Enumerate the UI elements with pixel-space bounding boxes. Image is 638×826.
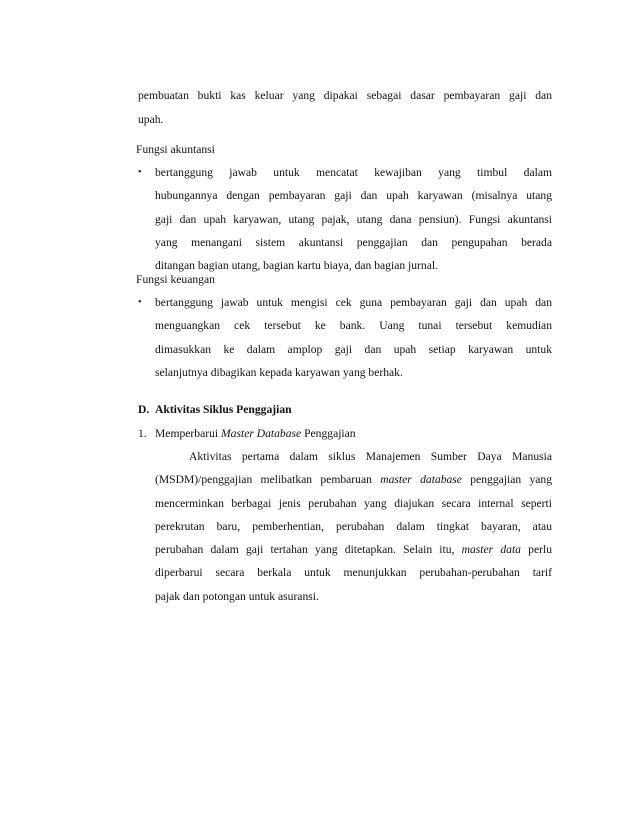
fungsi-keuangan-heading: Fungsi keuangan (136, 273, 215, 286)
text-line: pajak dan potongan untuk asuransi. (155, 589, 319, 603)
section-d-heading (138, 398, 292, 421)
text-segment: perubahan dalam gaji tertahan yang ditetapkan. Selain itu, (155, 543, 462, 557)
text-line: gaji dan upah karyawan, utang pajak, utang dana pensiun). Fungsi akuntansi (155, 212, 552, 226)
item-title-pre: Memperbarui (155, 427, 221, 440)
text-line: ditangan bagian utang, bagian kartu biaya, dan bagian jurnal. (155, 259, 438, 273)
text-line: bertanggung jawab untuk mengisi cek guna pembayaran gaji dan upah dan (155, 296, 552, 309)
intro-paragraph (138, 84, 552, 107)
text-line: mencerminkan berbagai jenis perubahan yang diajukan secara internal seperti (155, 496, 552, 510)
text-line: bertanggung jawab untuk mencatat kewajiban yang timbul dalam (155, 166, 552, 179)
text-line: perekrutan baru, pemberhentian, perubahan dalam tingkat bayaran, atau (155, 519, 552, 533)
text-segment: penggajian yang (461, 473, 552, 487)
item-title-post: Penggajian (301, 427, 356, 440)
intro-paragraph-end (138, 108, 552, 131)
bullet-icon: • (138, 167, 142, 178)
text-segment: (MSDM)/penggajian melibatkan pembaruan (155, 473, 381, 487)
text-segment: perlu (520, 543, 552, 557)
text-line: menguangkan cek tersebut ke bank. Uang tunai tersebut kemudian (155, 319, 552, 333)
item-title-italic: Master Database (221, 427, 302, 440)
fungsi-keuangan-text (155, 291, 552, 384)
text-line: dimasukkan ke dalam amplop gaji dan upah setiap karyawan untuk (155, 342, 552, 356)
section-label: D. (138, 403, 150, 416)
text-line (155, 538, 552, 561)
item-1-paragraph (155, 445, 552, 608)
item-1-heading (138, 422, 356, 445)
text-line: Aktivitas pertama dalam siklus Manajemen Sumber Daya Manusia (189, 450, 552, 463)
text-line (155, 468, 552, 491)
text-line: selanjutnya dibagikan kepada karyawan yang berhak. (155, 365, 403, 379)
fungsi-akuntansi-text (155, 161, 552, 277)
text-line: hubungannya dengan pembayaran gaji dan upah karyawan (misalnya utang (155, 189, 552, 203)
text-segment-italic: master data (461, 543, 521, 557)
item-label: 1. (138, 427, 147, 440)
text-segment-italic: master database (380, 473, 462, 487)
fungsi-akuntansi-heading: Fungsi akuntansi (136, 143, 215, 156)
bullet-icon: • (138, 297, 142, 308)
intro-line-2: upah. (138, 113, 164, 126)
text-line: yang menangani sistem akuntansi penggajian dan pengupahan berada (155, 235, 552, 249)
intro-line-1: pembuatan bukti kas keluar yang dipakai sebagai dasar pembayaran gaji dan (138, 89, 552, 102)
text-line: diperbarui secara berkala untuk menunjukkan perubahan-perubahan tarif (155, 566, 552, 580)
section-title: Aktivitas Siklus Penggajian (155, 403, 292, 416)
